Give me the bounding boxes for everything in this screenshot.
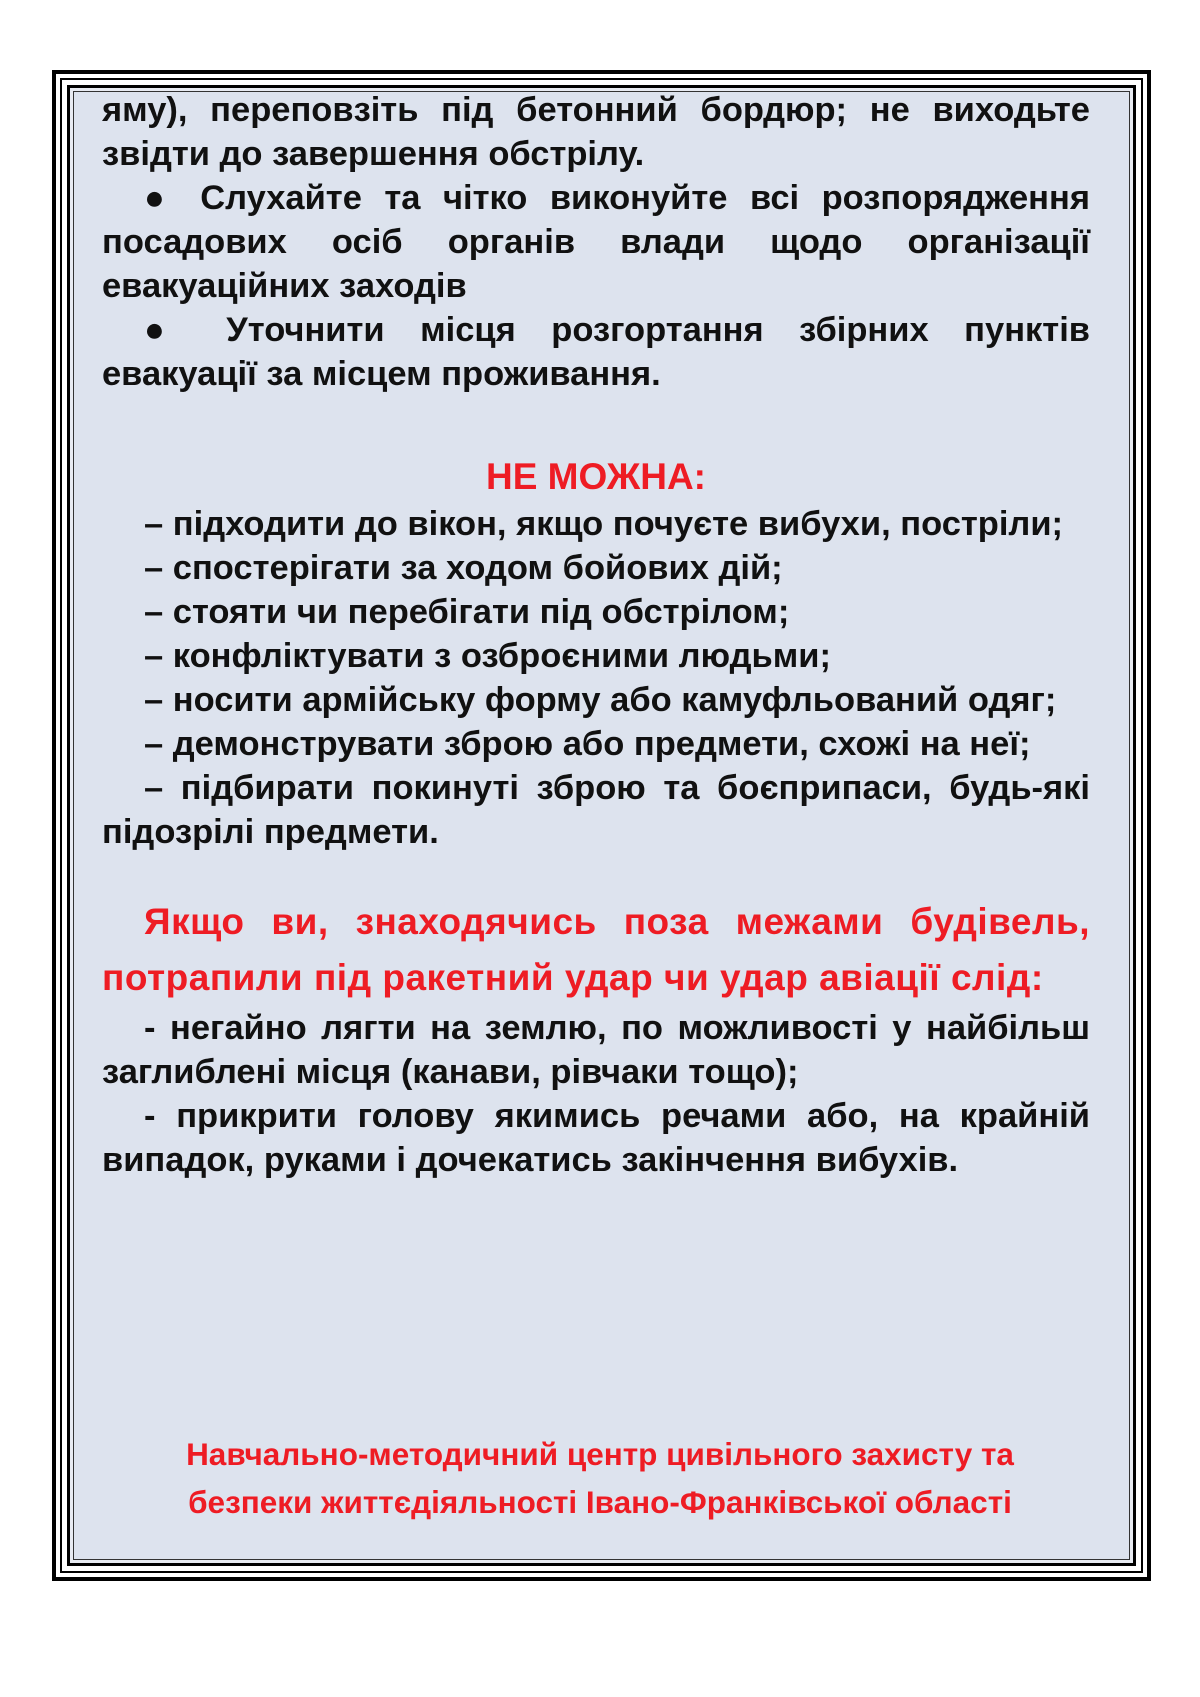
prohibited-item: – спостерігати за ходом бойових дій; (144, 549, 783, 587)
spacer (102, 396, 1090, 448)
paragraph-continuation: яму), переповзіть під бетонний бордюр; не виходьте звідти до завершення обстрілу. (102, 91, 1090, 173)
bullet-follow-orders: ● Слухайте та чітко виконуйте всі розпорядження посадових осіб органів влади щодо організації евакуаційних заходів (102, 179, 1090, 305)
spacer (102, 854, 1090, 894)
prohibited-item: – підбирати покинуті зброю та боєприпаси, будь-які підозрілі предмети. (102, 769, 1090, 851)
prohibited-item: – конфліктувати з озброєними людьми; (144, 637, 831, 675)
bullet-evacuation-points: ● Уточнити місця розгортання збірних пунктів евакуації за місцем проживання. (102, 311, 1090, 393)
prohibited-item: – демонструвати зброю або предмети, схожі на неї; (144, 725, 1031, 763)
prohibited-item: – носити армійську форму або камуфльований одяг; (144, 681, 1057, 719)
airstrike-item: - прикрити голову якимись речами або, на крайній випадок, руками і дочекатись закінчення вибухів. (102, 1097, 1090, 1179)
airstrike-item: - негайно лягти на землю, по можливості у найбільш заглиблені місця (канави, рівчаки тощо); (102, 1009, 1090, 1091)
leaflet-content (102, 88, 1090, 1182)
prohibited-item: – стояти чи перебігати під обстрілом; (144, 593, 790, 631)
footer-line: Навчально-методичний центр цивільного захисту та (186, 1436, 1014, 1472)
prohibited-heading: НЕ МОЖНА: (486, 456, 706, 497)
prohibited-item: – підходити до вікон, якщо почуєте вибухи, постріли; (144, 505, 1064, 543)
airstrike-heading: Якщо ви, знаходячись поза межами будівель, потрапили під ракетний удар чи удар авіації слід: (102, 901, 1090, 998)
footer-line: безпеки життєдіяльності Івано-Франківської області (188, 1484, 1012, 1520)
organization-footer (80, 1430, 1120, 1526)
